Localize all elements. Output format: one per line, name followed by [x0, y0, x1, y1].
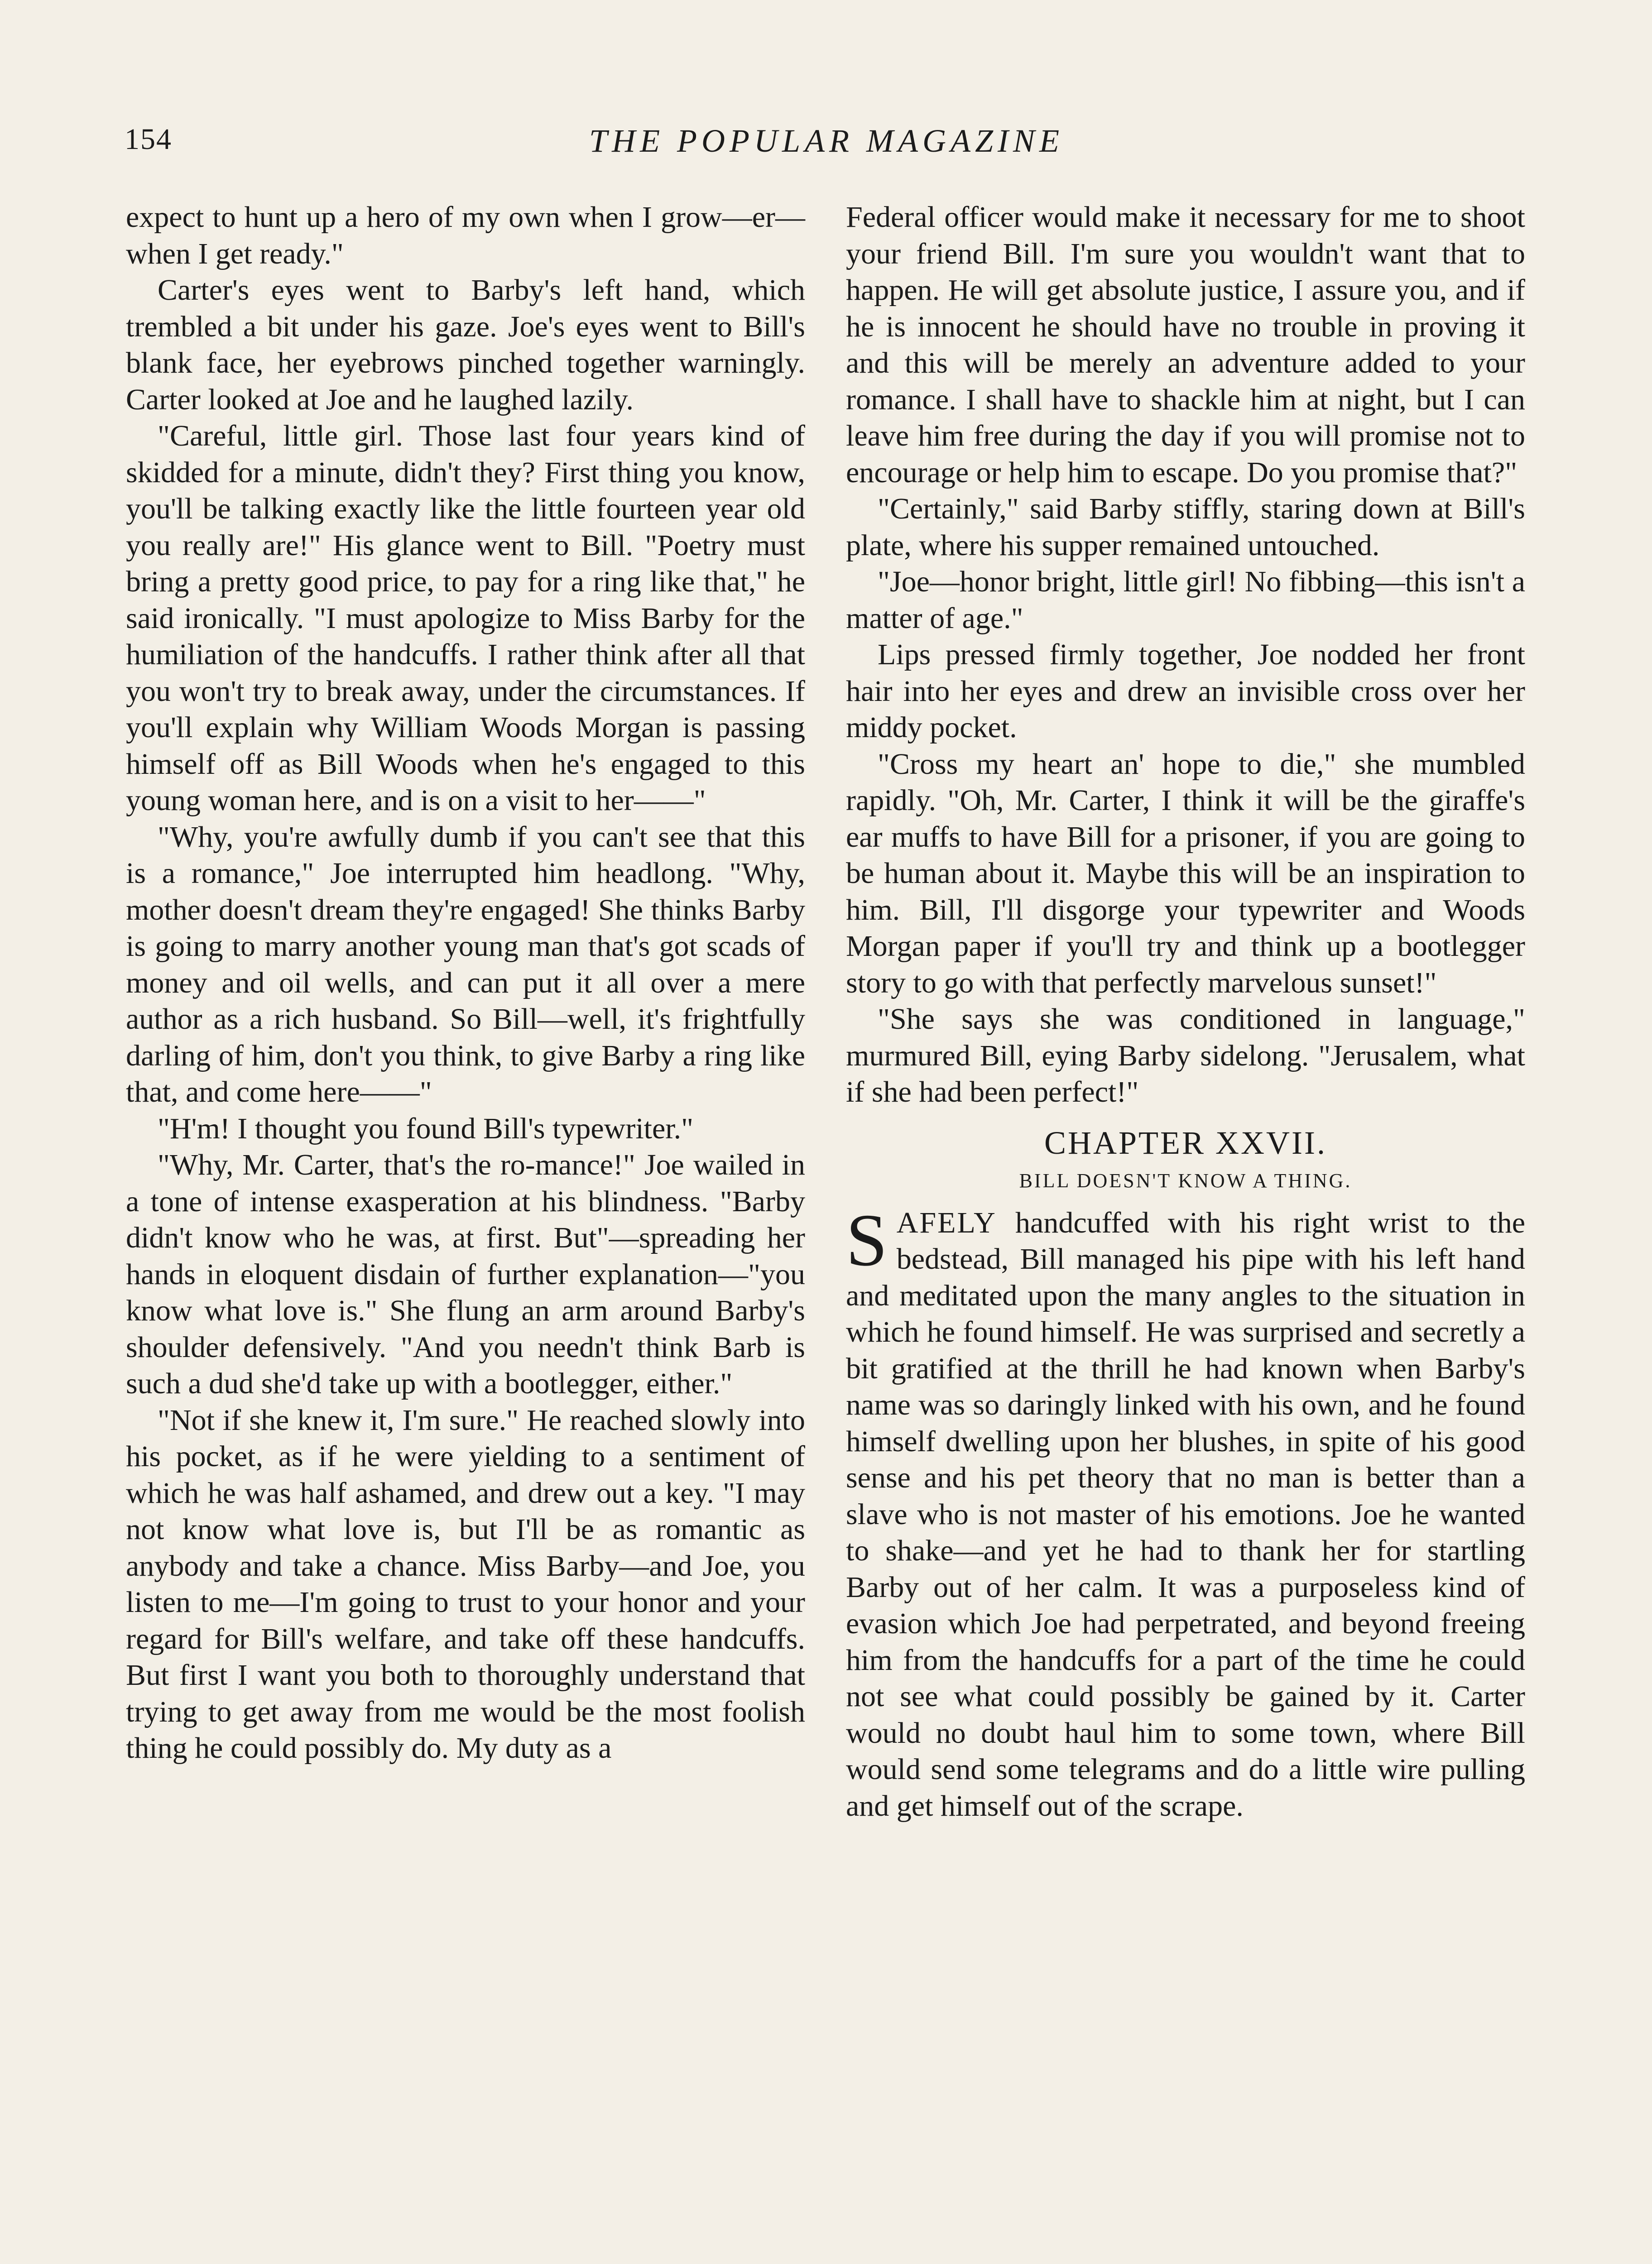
paragraph: "Careful, little girl. Those last four years kind of skidded for a minute, didn't they? First thing you know, you'll be talking exactly like the little fourteen year old you really are!" His glance went to Bill. "Poetry must bring a pretty good price, to pay for a ring like that," he said ironically. "I must apologize to Miss Barby for the humiliation of the handcuffs. I rather think after all that you won't try to break away, under the circumstances. If you'll explain why William Woods Morgan is passing himself off as Bill Woods when he's engaged to this young woman here, and is on a visit to her——": [126, 419, 805, 817]
paragraph: "Cross my heart an' hope to die," she mumbled rapidly. "Oh, Mr. Carter, I think it will be the giraffe's ear muffs to have Bill for a prisoner, if you are going to be human about it. Maybe this will be an inspiration to him. Bill, I'll disgorge your typewriter and Woods Morgan paper if you'll try and think up a bootlegger story to go with that perfectly marvelous sunset!": [846, 747, 1525, 999]
magazine-title: THE POPULAR MAGAZINE: [589, 123, 1064, 159]
opening-word: AFELY: [896, 1206, 997, 1239]
paragraph: "Why, Mr. Carter, that's the ro-mance!" Joe wailed in a tone of intense exasperation at his blindness. "Barby didn't know who he was, at first. But"—spreading her hands in eloquent disdain of further explanation—"you know what love is." She flung an arm around Barby's shoulder defensively. "And you needn't think Barb is such a dud she'd take up with a bootlegger, either.": [126, 1148, 805, 1400]
chapter-subtitle: BILL DOESN'T KNOW A THING.: [1019, 1169, 1352, 1192]
paragraph: expect to hunt up a hero of my own when I grow—er—when I get ready.": [126, 201, 805, 270]
page-header: [125, 122, 1528, 172]
chapter-opening-paragraph: [846, 1198, 1525, 1825]
paragraph: Carter's eyes went to Barby's left hand, which trembled a bit under his gaze. Joe's eyes went to Bill's blank face, her eyebrows pinched together warningly. Carter looked at Joe and he laughed lazily.: [126, 273, 805, 416]
page-number: 154: [125, 123, 172, 156]
paragraph: Lips pressed firmly together, Joe nodded her front hair into her eyes and drew an invisible cross over her middy pocket.: [846, 638, 1525, 744]
paragraph: "Joe—honor bright, little girl! No fibbing—this isn't a matter of age.": [846, 565, 1525, 635]
paragraph: Federal officer would make it necessary for me to shoot your friend Bill. I'm sure you wouldn't want that to happen. He will get absolute justice, I assure you, and if he is innocent he should have no trouble in proving it and this will be merely an adventure added to your romance. I shall have to shackle him at night, but I can leave him free during the day if you will promise not to encourage or help him to escape. Do you promise that?": [846, 201, 1525, 489]
paragraph: "H'm! I thought you found Bill's typewriter.": [158, 1112, 694, 1145]
right-column: [846, 199, 1525, 1824]
chapter-title: CHAPTER XXVII.: [1044, 1124, 1327, 1161]
paragraph: "Not if she knew it, I'm sure." He reached slowly into his pocket, as if he were yielding to a sentiment of which he was half ashamed, and drew out a key. "I may not know what love is, but I'll be as romantic as anybody and take a chance. Miss Barby—and Joe, you listen to me—I'm going to trust to your honor and your regard for Bill's welfare, and take off these handcuffs. But first I want you both to thoroughly understand that trying to get away from me would be the most foolish thing he could possibly do. My duty as a: [126, 1403, 805, 1765]
paragraph: "Certainly," said Barby stiffly, staring down at Bill's plate, where his supper remained untouched.: [846, 492, 1525, 562]
paragraph: "She says she was conditioned in language," murmured Bill, eying Barby sidelong. "Jerusalem, what if she had been perfect!": [846, 1002, 1525, 1108]
left-column: [126, 199, 805, 1767]
paragraph: "Why, you're awfully dumb if you can't see that this is a romance," Joe interrupted him headlong. "Why, mother doesn't dream they're engaged! She thinks Barby is going to marry another young man that's got scads of money and oil wells, and can put it all over a mere author as a rich husband. So Bill—well, it's frightfully darling of him, don't you think, to give Barby a ring like that, and come here——": [126, 820, 805, 1108]
opening-text: handcuffed with his right wrist to the bedstead, Bill managed his pipe with his left hand and meditated upon the many angles to the situation in which he found himself. He was surprised and secretly a bit gratified at the thrill he had known when Barby's name was so daringly linked with his own, and he found himself dwelling upon her blushes, in spite of his good sense and his pet theory that no man is better than a slave who is not master of his emotions. Joe he wanted to shake—and yet he had to thank her for startling Barby out of her calm. It was a purposeless kind of evasion which Joe had perpetrated, and beyond freeing him from the handcuffs for a part of the time he could not see what could possibly be gained by it. Carter would no doubt haul him to some town, where Bill would send some telegrams and do a little wire pulling and get himself out of the scrape.: [846, 1206, 1525, 1823]
drop-cap: S: [846, 1198, 888, 1281]
